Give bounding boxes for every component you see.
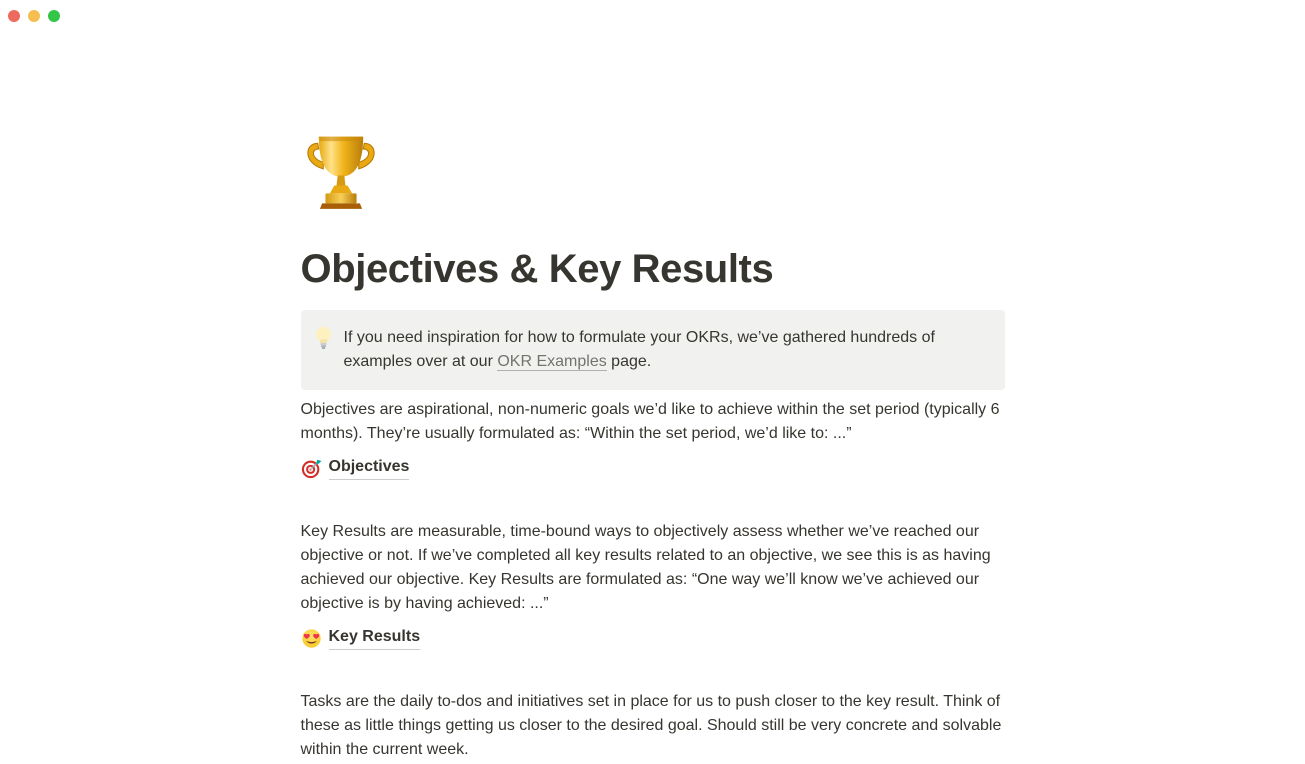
zoom-button[interactable] <box>48 10 60 22</box>
window-controls <box>8 10 60 22</box>
page-link-objectives[interactable] <box>301 454 410 482</box>
page-icon[interactable] <box>301 130 381 210</box>
okr-examples-link[interactable]: OKR Examples <box>497 353 607 370</box>
page-link-label: Objectives <box>329 456 410 480</box>
document-page <box>301 0 1005 762</box>
callout-text-before: If you need inspiration for how to formulate your OKRs, we’ve gathered hundreds of examples over at our <box>343 329 935 370</box>
paragraph-tasks-description[interactable]: Tasks are the daily to-dos and initiatives set in place for us to push closer to the key result. Think of these as little things getting us closer to the desired goal. Should still be very concrete and solvable within the current week. <box>300 693 1002 758</box>
callout-text <box>344 326 989 374</box>
minimize-button[interactable] <box>28 10 40 22</box>
dart-target-icon <box>301 458 322 479</box>
close-button[interactable] <box>8 10 20 22</box>
callout-block[interactable] <box>301 310 1005 390</box>
page-link-label: Key Results <box>329 626 421 650</box>
paragraph-objectives-description[interactable]: Objectives are aspirational, non-numeric goals we’d like to achieve within the set period (typically 6 months). They’re usually formulated as: “Within the set period, we’d like to: ...” <box>300 401 1000 442</box>
empty-block[interactable] <box>301 490 1005 512</box>
page-link-key-results[interactable] <box>301 624 421 652</box>
light-bulb-icon <box>314 326 336 350</box>
page-title[interactable]: Objectives & Key Results <box>300 247 774 291</box>
empty-block[interactable] <box>301 660 1005 682</box>
trophy-icon <box>301 130 381 210</box>
heart-eyes-icon <box>301 628 322 649</box>
paragraph-key-results-description[interactable]: Key Results are measurable, time-bound ways to objectively assess whether we’ve reached our objective or not. If we’ve completed all key results related to an objective, we see this is as having achieved our objective. Key Results are formulated as: “One way we’ll know we’ve achieved our objective is by having achieved: ...” <box>300 523 991 612</box>
callout-text-after: page. <box>606 353 652 370</box>
